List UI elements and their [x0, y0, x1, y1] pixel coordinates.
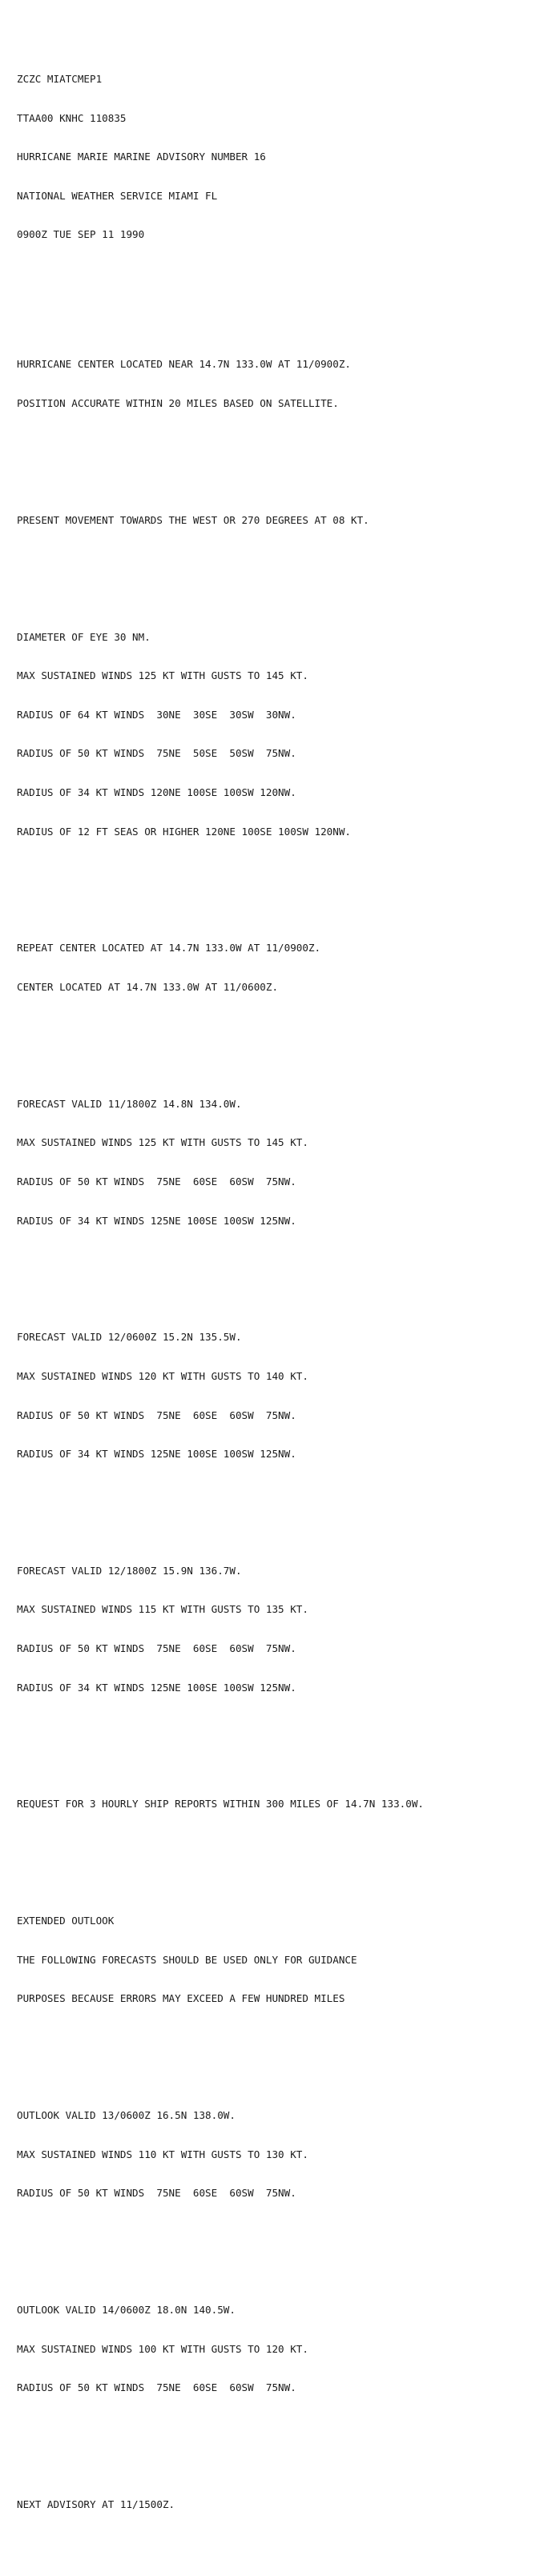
forecast-line: MAX SUSTAINED WINDS 120 KT WITH GUSTS TO 140 KT. [17, 1369, 308, 1382]
header-line: TTAA00 KNHC 110835 [17, 111, 127, 124]
outlook-line: MAX SUSTAINED WINDS 100 KT WITH GUSTS TO 120 KT. [17, 2342, 308, 2355]
forecast-line: MAX SUSTAINED WINDS 115 KT WITH GUSTS TO 135 KT. [17, 1603, 308, 1616]
ship-report-request [17, 1772, 554, 1837]
outlook-section-1 [17, 2084, 554, 2226]
extended-line: THE FOLLOWING FORECASTS SHOULD BE USED ONLY FOR GUIDANCE [17, 1953, 357, 1966]
forecast-section-3 [17, 1538, 554, 1720]
forecast-line: RADIUS OF 50 KT WINDS 75NE 60SE 60SW 75NW. [17, 1642, 296, 1655]
position-section [17, 332, 554, 436]
movement-section [17, 488, 554, 553]
forecast-section-2 [17, 1305, 554, 1487]
current-line: DIAMETER OF EYE 30 NM. [17, 630, 151, 643]
repeat-section [17, 916, 554, 1020]
request-line: REQUEST FOR 3 HOURLY SHIP REPORTS WITHIN 300 MILES OF 14.7N 133.0W. [17, 1798, 424, 1810]
current-line: RADIUS OF 34 KT WINDS 120NE 100SE 100SW 120NW. [17, 786, 296, 798]
extended-outlook-heading: EXTENDED OUTLOOK [17, 1915, 115, 1927]
position-line: POSITION ACCURATE WITHIN 20 MILES BASED ON SATELLITE. [17, 396, 339, 409]
forecast-section-1 [17, 1071, 554, 1253]
forecast-line: FORECAST VALID 12/0600Z 15.2N 135.5W. [17, 1331, 242, 1344]
forecast-line: RADIUS OF 50 KT WINDS 75NE 60SE 60SW 75NW. [17, 1409, 296, 1421]
issuing-office: NATIONAL WEATHER SERVICE MIAMI FL [17, 189, 218, 202]
forecast-line: RADIUS OF 34 KT WINDS 125NE 100SE 100SW 125NW. [17, 1681, 296, 1694]
forecast-line: RADIUS OF 34 KT WINDS 125NE 100SE 100SW 125NW. [17, 1214, 296, 1227]
outlook-line: OUTLOOK VALID 14/0600Z 18.0N 140.5W. [17, 2304, 236, 2317]
forecast-line: FORECAST VALID 11/1800Z 14.8N 134.0W. [17, 1097, 242, 1110]
issue-time: 0900Z TUE SEP 11 1990 [17, 228, 145, 241]
current-conditions-section [17, 605, 554, 864]
repeat-line: CENTER LOCATED AT 14.7N 133.0W AT 11/0600Z. [17, 980, 279, 993]
forecast-line: RADIUS OF 50 KT WINDS 75NE 60SE 60SW 75NW. [17, 1175, 296, 1188]
current-line: RADIUS OF 50 KT WINDS 75NE 50SE 50SW 75NW. [17, 747, 296, 760]
forecast-line: MAX SUSTAINED WINDS 125 KT WITH GUSTS TO 145 KT. [17, 1136, 308, 1149]
current-line: RADIUS OF 64 KT WINDS 30NE 30SE 30SW 30NW. [17, 708, 296, 721]
current-line: RADIUS OF 12 FT SEAS OR HIGHER 120NE 100SE 100SW 120NW. [17, 825, 352, 838]
header-line: ZCZC MIATCMEP1 [17, 73, 103, 86]
advisory-header [17, 47, 554, 267]
outlook-line: MAX SUSTAINED WINDS 110 KT WITH GUSTS TO 130 KT. [17, 2148, 308, 2160]
position-line: HURRICANE CENTER LOCATED NEAR 14.7N 133.0W AT 11/0900Z. [17, 358, 352, 371]
extended-outlook-section [17, 1889, 554, 2031]
movement-line: PRESENT MOVEMENT TOWARDS THE WEST OR 270 DEGREES AT 08 KT. [17, 513, 369, 526]
outlook-line: OUTLOOK VALID 13/0600Z 16.5N 138.0W. [17, 2109, 236, 2122]
forecast-line: RADIUS OF 34 KT WINDS 125NE 100SE 100SW 125NW. [17, 1448, 296, 1461]
next-advisory-section [17, 2473, 554, 2538]
current-line: MAX SUSTAINED WINDS 125 KT WITH GUSTS TO 145 KT. [17, 669, 308, 682]
extended-line: PURPOSES BECAUSE ERRORS MAY EXCEED A FEW HUNDRED MILES [17, 1992, 345, 2005]
advisory-document [17, 8, 554, 2576]
next-advisory-line: NEXT ADVISORY AT 11/1500Z. [17, 2498, 175, 2511]
forecast-line: FORECAST VALID 12/1800Z 15.9N 136.7W. [17, 1564, 242, 1577]
outlook-section-2 [17, 2278, 554, 2421]
advisory-title: HURRICANE MARIE MARINE ADVISORY NUMBER 16 [17, 151, 266, 163]
repeat-line: REPEAT CENTER LOCATED AT 14.7N 133.0W AT 11/0900Z. [17, 942, 321, 954]
outlook-line: RADIUS OF 50 KT WINDS 75NE 60SE 60SW 75NW. [17, 2381, 296, 2394]
outlook-line: RADIUS OF 50 KT WINDS 75NE 60SE 60SW 75NW. [17, 2187, 296, 2200]
